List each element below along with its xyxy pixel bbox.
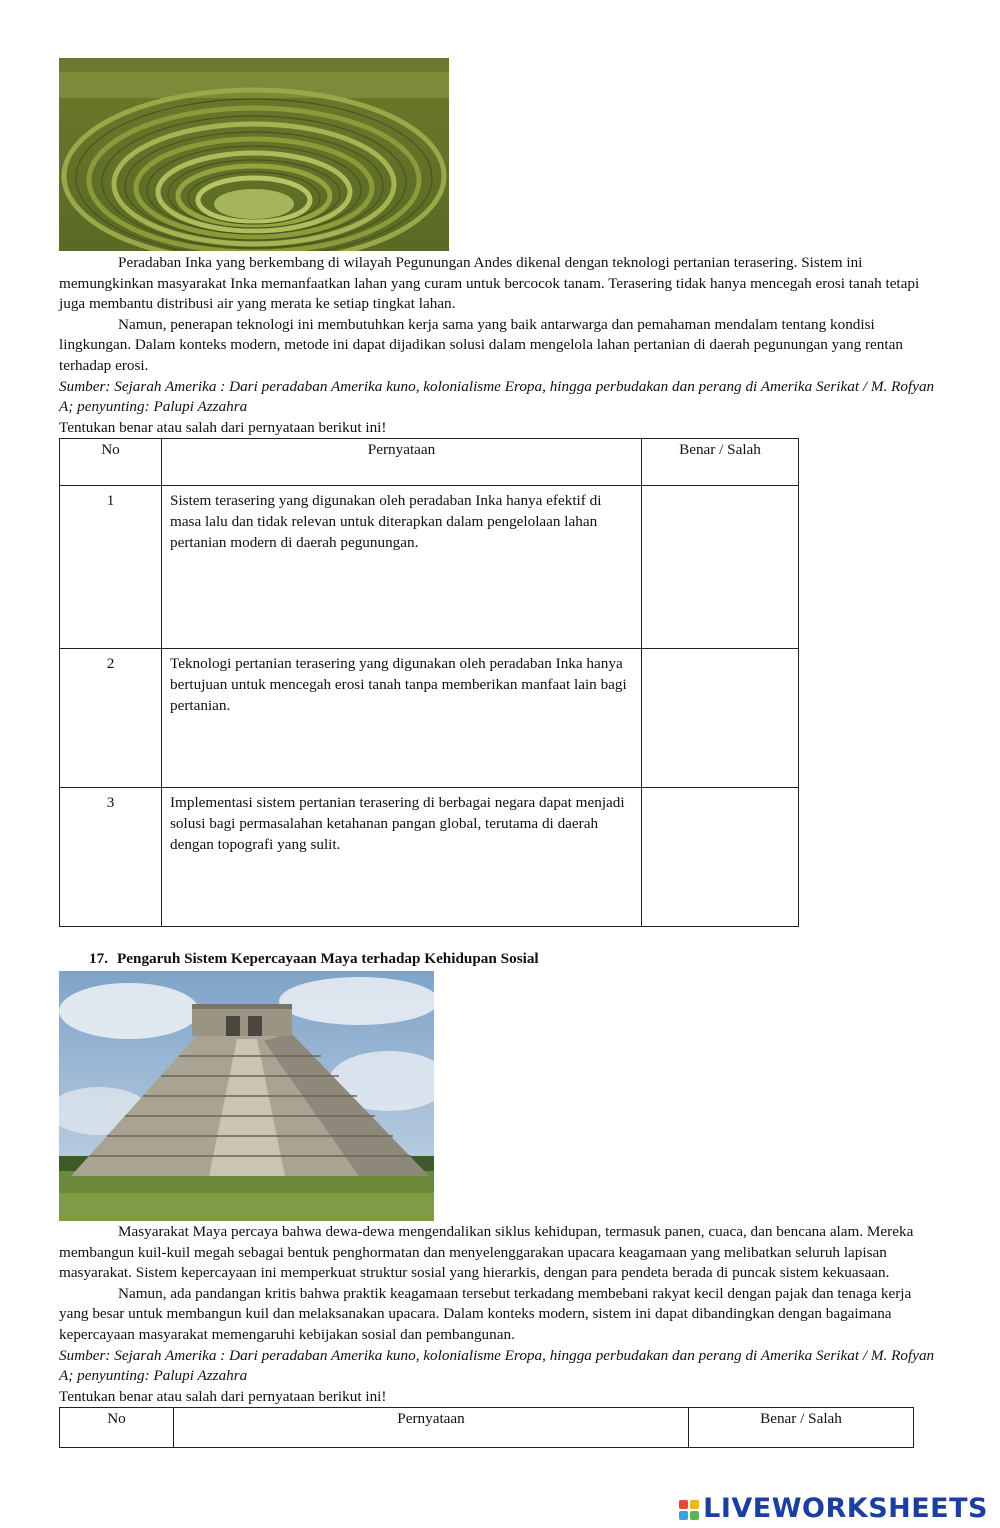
section1-paragraph-2: Namun, penerapan teknologi ini membutuhkan kerja sama yang baik antarwarga dan pemahaman mendalam tentang kondisi lingkungan. Dalam konteks modern, metode ini dapat dijadikan solusi dalam mengelola lahan pertanian di daerah pegunungan yang rentan terhadap erosi. xyxy=(59,315,903,374)
liveworksheets-logo-icon xyxy=(679,1500,699,1520)
maya-pyramid-image xyxy=(59,971,434,1221)
header-no: No xyxy=(60,439,162,486)
answer-cell-2[interactable] xyxy=(642,649,799,788)
row-number: 2 xyxy=(60,649,162,788)
answer-cell-3[interactable] xyxy=(642,788,799,927)
section2-question-table xyxy=(59,1407,914,1448)
row-statement: Sistem terasering yang digunakan oleh peradaban Inka hanya efektif di masa lalu dan tidak relevan untuk diterapkan dalam pengelolaan lahan pertanian modern di daerah pegunungan. xyxy=(162,486,642,649)
header-answer: Benar / Salah xyxy=(689,1408,914,1448)
row-statement: Implementasi sistem pertanian terasering di berbagai negara dapat menjadi solusi bagi permasalahan ketahanan pangan global, terutama di daerah dengan topografi yang sulit. xyxy=(162,788,642,927)
table-row xyxy=(60,486,799,649)
section2-instruction: Tentukan benar atau salah dari pernyataan berikut ini! xyxy=(59,1387,387,1405)
section2-title: Pengaruh Sistem Kepercayaan Maya terhadap Kehidupan Sosial xyxy=(117,950,539,968)
section2-paragraph-2: Namun, ada pandangan kritis bahwa praktik keagamaan tersebut terkadang membebani rakyat kecil dengan pajak dan tenaga kerja yang besar untuk membangun kuil dan melaksanakan upacara. Dalam konteks modern, sistem ini dapat dibandingkan dengan bagaimana kepercayaan masyarakat memengaruhi kebijakan sosial dan pembangunan. xyxy=(59,1284,912,1343)
inca-terrace-image xyxy=(59,58,449,251)
section1-instruction: Tentukan benar atau salah dari pernyataan berikut ini! xyxy=(59,418,387,436)
section1-question-table xyxy=(59,438,799,927)
answer-cell-1[interactable] xyxy=(642,486,799,649)
section1-source: Sumber: Sejarah Amerika : Dari peradaban Amerika kuno, kolonialisme Eropa, hingga perbudakan dan perang di Amerika Serikat / M. Rofyan A; penyunting: Palupi Azzahra xyxy=(59,377,935,416)
liveworksheets-logo xyxy=(679,1493,988,1525)
section2-heading xyxy=(89,949,971,970)
row-number: 1 xyxy=(60,486,162,649)
table-header-row xyxy=(60,1408,914,1448)
row-number: 3 xyxy=(60,788,162,927)
table-row xyxy=(60,649,799,788)
pyramid-illustration xyxy=(59,971,434,1221)
row-statement: Teknologi pertanian terasering yang digunakan oleh peradaban Inka hanya bertujuan untuk mencegah erosi tanah tanpa memberikan manfaat lain bagi pertanian. xyxy=(162,649,642,788)
terrace-illustration xyxy=(59,58,449,251)
worksheet-page xyxy=(59,58,941,1448)
section2-source: Sumber: Sejarah Amerika : Dari peradaban Amerika kuno, kolonialisme Eropa, hingga perbudakan dan perang di Amerika Serikat / M. Rofyan A; penyunting: Palupi Azzahra xyxy=(59,1346,935,1385)
table-header-row xyxy=(60,439,799,486)
table-row xyxy=(60,788,799,927)
header-statement: Pernyataan xyxy=(162,439,642,486)
brand-name: LIVEWORKSHEETS xyxy=(703,1493,988,1525)
header-answer: Benar / Salah xyxy=(642,439,799,486)
section2-number: 17. xyxy=(89,950,108,968)
header-no: No xyxy=(60,1408,174,1448)
header-statement: Pernyataan xyxy=(174,1408,689,1448)
section2-paragraph-1: Masyarakat Maya percaya bahwa dewa-dewa mengendalikan siklus kehidupan, termasuk panen, cuaca, dan bencana alam. Mereka membangun kuil-kuil megah sebagai bentuk penghormatan dan menyelenggarakan upacara keagamaan yang melibatkan seluruh lapisan masyarakat. Sistem kepercayaan ini memperkuat struktur sosial yang hierarkis, dengan para pendeta berada di puncak sistem kekuasaan. xyxy=(59,1222,914,1282)
section1-paragraph-1: Peradaban Inka yang berkembang di wilayah Pegunungan Andes dikenal dengan teknologi pertanian terasering. Sistem ini memungkinkan masyarakat Inka memanfaatkan lahan yang curam untuk bercocok tanam. Terasering tidak hanya mencegah erosi tanah tetapi juga membantu distribusi air yang merata ke setiap tingkat lahan. xyxy=(59,254,920,313)
